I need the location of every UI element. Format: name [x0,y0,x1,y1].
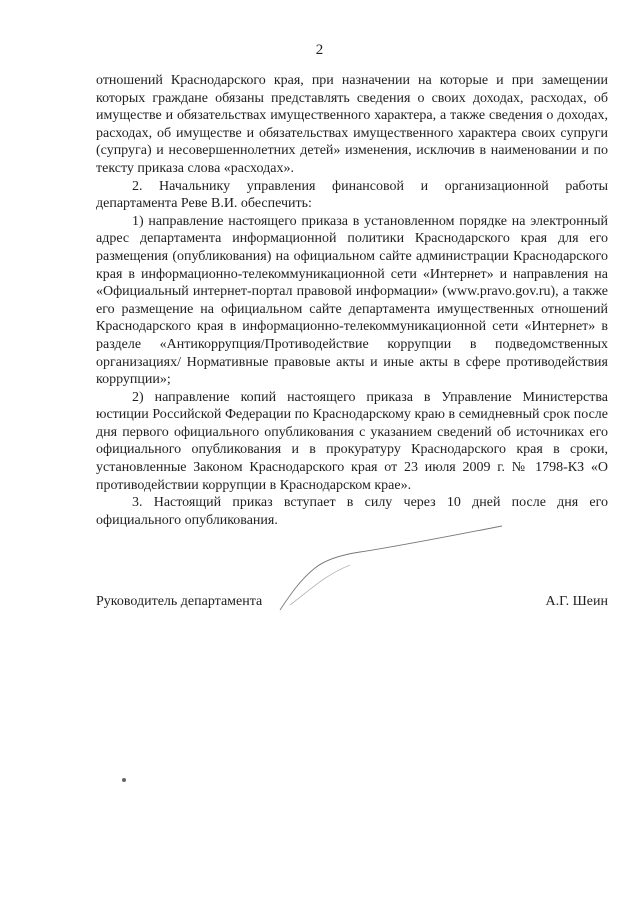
signatory-name: А.Г. Шеин [545,594,608,609]
signatory-title: Руководитель департамента [96,594,263,609]
page-number: 2 [315,42,324,58]
paragraph-continuation: отношений Краснодарского края, при назначении на которые и при замещении которых граждане обязаны представлять сведения о своих доходах, расходах, об имуществе и обязательствах имущественного характера, а также сведения о доходах, расходах, об имуществе и обязательствах имущественного характера своих супруги (супруга) и несовершеннолетних детей» изменения, исключив в наименовании и по тексту приказа слова «расходах». [96,73,608,176]
document-body [96,72,608,529]
paragraph-subitem-1: 1) направление настоящего приказа в установленном порядке на электронный адрес департамента информационной политики Краснодарского края для его размещения (опубликования) на официальном сайте администрации Краснодарского края в информационно-телекоммуникационной сети «Интернет» и направления на «Официальный интернет-портал правовой информации» (www.pravo.gov.ru), а также его размещение на официальном сайте департамента имущественных отношений Краснодарского края в информационно-телекоммуникационной сети «Интернет» в разделе «Антикоррупция/Противодействие коррупции в подведомственных организациях/ Нормативные правовые акты и иные акты в сфере противодействия коррупции»; [96,213,608,388]
paragraph-subitem-2: 2) направление копий настоящего приказа в Управление Министерства юстиции Российской Федерации по Краснодарскому краю в семидневный срок после дня первого официального опубликования с указанием сведений об источниках его официального опубликования и в прокуратуру Краснодарского края в сроки, установленные Законом Краснодарского края от 23 июля 2009 г. № 1798-КЗ «О противодействии коррупции в Краснодарском крае». [96,389,608,493]
paragraph-item-2: 2. Начальнику управления финансовой и организационной работы департамента Реве В.И. обеспечить: [96,178,608,212]
scan-speck [122,778,126,782]
paragraph-item-3: 3. Настоящий приказ вступает в силу через 10 дней после дня его официального опубликования. [96,495,608,528]
signature-block [96,594,608,614]
